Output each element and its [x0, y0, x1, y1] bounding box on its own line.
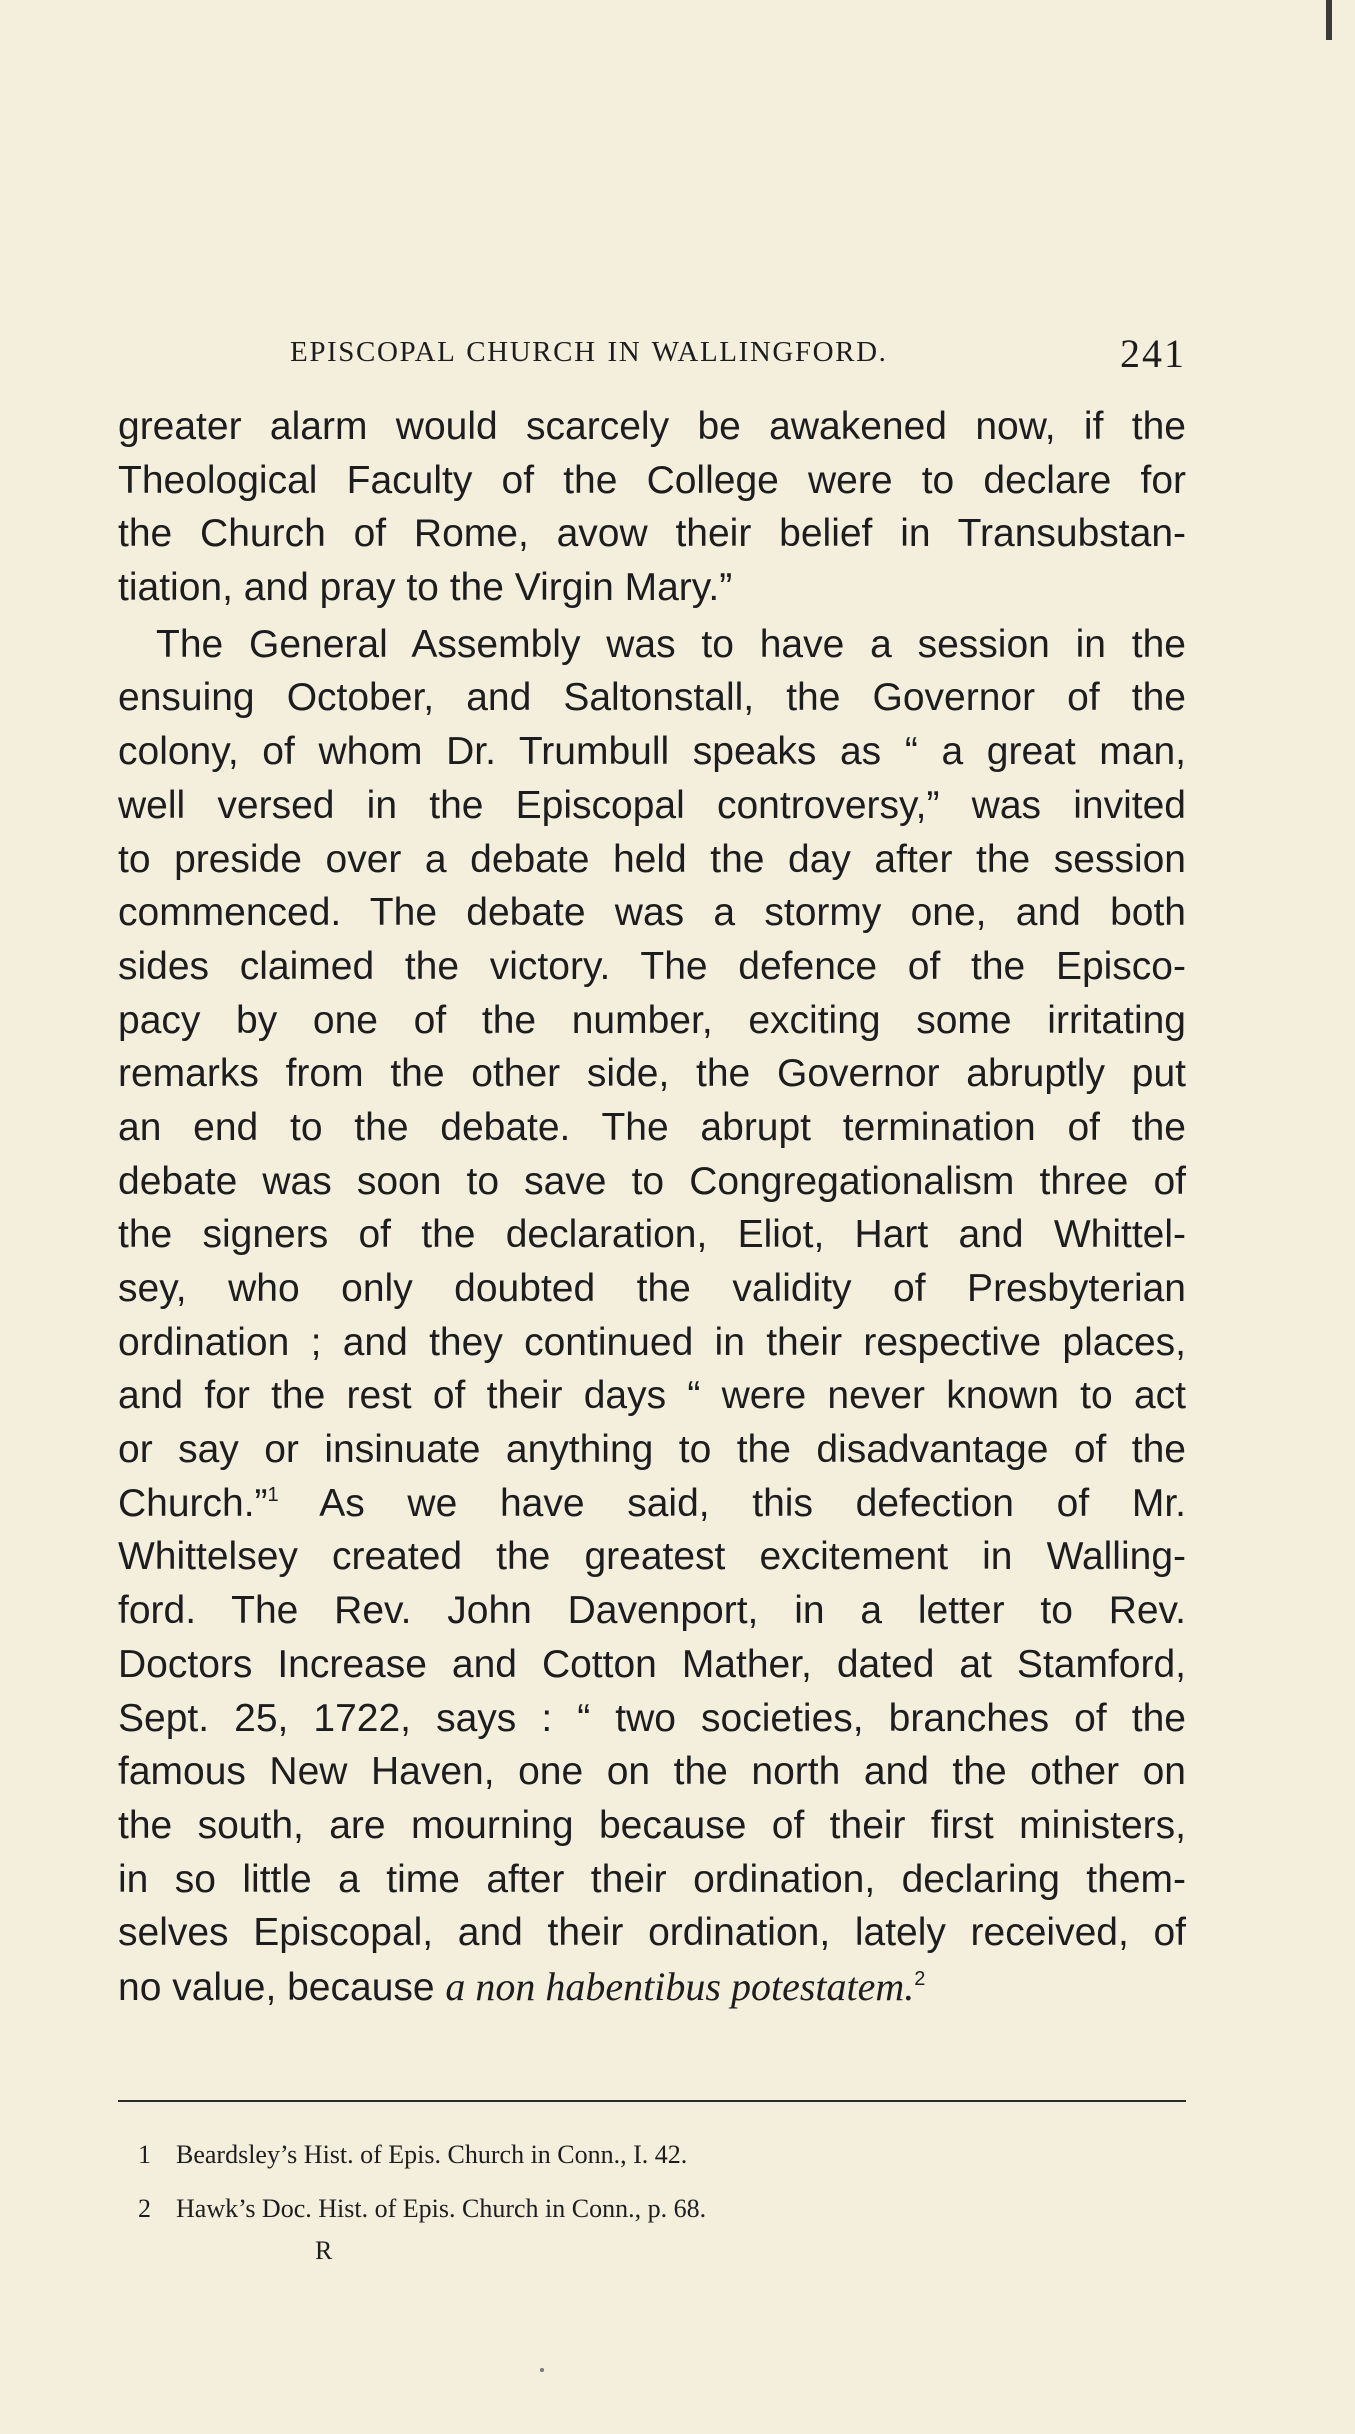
footnote-2 — [138, 2182, 1178, 2236]
text-line: Whittelsey created the greatest excitement in Walling- — [118, 1535, 1186, 1579]
footnote-marker-2[interactable]: 2 — [914, 1967, 926, 1990]
text-line: debate was soon to save to Congregationalism three of — [118, 1159, 1186, 1203]
line-segment: As we have said, this defection of Mr. — [319, 1481, 1187, 1525]
text-line: the Church of Rome, avow their belief in Transubstan- — [118, 512, 1186, 556]
text-line-with-footnote — [118, 1960, 1186, 2014]
text-line: Sept. 25, 1722, says : “ two societies, branches of the — [118, 1696, 1186, 1740]
text-line-with-footnote — [118, 1477, 1186, 1531]
footnote-marker-1[interactable]: 1 — [267, 1483, 279, 1506]
text-line: sey, who only doubted the validity of Presbyterian — [118, 1267, 1186, 1310]
page-edge-mark — [1326, 0, 1332, 40]
paper-speck — [540, 2368, 544, 2372]
text-line: colony, of whom Dr. Trumbull speaks as “ a great man, — [118, 730, 1186, 774]
text-line: ford. The Rev. John Davenport, in a letter to Rev. — [118, 1589, 1186, 1633]
page-number: 241 — [1120, 331, 1186, 376]
text-line: well versed in the Episcopal controversy,” was invited — [118, 783, 1186, 827]
text-line: an end to the debate. The abrupt termination of the — [118, 1105, 1186, 1149]
text-line: in so little a time after their ordination, declaring them- — [118, 1857, 1186, 1901]
footnote-text: Beardsley’s Hist. of Epis. Church in Conn., I. 42. — [176, 2140, 688, 2169]
text-line: Theological Faculty of the College were to declare for — [118, 458, 1186, 502]
footnote-divider — [118, 2100, 1186, 2102]
text-line: to preside over a debate held the day after the session — [118, 837, 1186, 881]
text-line: ordination ; and they continued in their respective places, — [118, 1320, 1186, 1364]
text-line: or say or insinuate anything to the disadvantage of the — [118, 1428, 1186, 1472]
latin-phrase: a non habentibus potestatem. — [445, 1963, 915, 2009]
body-text — [118, 400, 1186, 2014]
footnote-number: 1 — [138, 2140, 151, 2169]
text-line: greater alarm would scarcely be awakened now, if the — [118, 405, 1186, 448]
text-line: Doctors Increase and Cotton Mather, dated at Stamford, — [118, 1642, 1186, 1686]
text-line: tiation, and pray to the Virgin Mary.” — [118, 566, 733, 610]
footnotes — [138, 2128, 1178, 2236]
footnote-text: Hawk’s Doc. Hist. of Epis. Church in Conn., p. 68. — [176, 2194, 707, 2223]
running-head — [118, 332, 1186, 382]
text-line: commenced. The debate was a stormy one, and both — [118, 891, 1186, 935]
text-line: and for the rest of their days “ were never known to act — [118, 1374, 1186, 1418]
text-line: famous New Haven, one on the north and the other on — [118, 1750, 1186, 1794]
running-title: EPISCOPAL CHURCH IN WALLINGFORD. — [290, 336, 888, 368]
footnote-1 — [138, 2128, 1178, 2182]
text-line: sides claimed the victory. The defence of the Episco- — [118, 944, 1186, 988]
text-line: the south, are mourning because of their first ministers, — [118, 1803, 1186, 1847]
text-line: the signers of the declaration, Eliot, Hart and Whittel- — [118, 1213, 1186, 1257]
text-line: ensuing October, and Saltonstall, the Governor of the — [118, 676, 1186, 720]
text-line: selves Episcopal, and their ordination, lately received, of — [118, 1911, 1186, 1955]
text-line: pacy by one of the number, exciting some irritating — [118, 998, 1186, 1042]
text-line: The General Assembly was to have a session in the — [156, 622, 1186, 666]
line-segment: no value, because — [118, 1965, 435, 2009]
footnote-number: 2 — [138, 2194, 151, 2223]
line-segment: Church.” — [118, 1481, 268, 1525]
signature-mark: R — [315, 2236, 333, 2265]
text-line: remarks from the other side, the Governor abruptly put — [118, 1052, 1186, 1096]
